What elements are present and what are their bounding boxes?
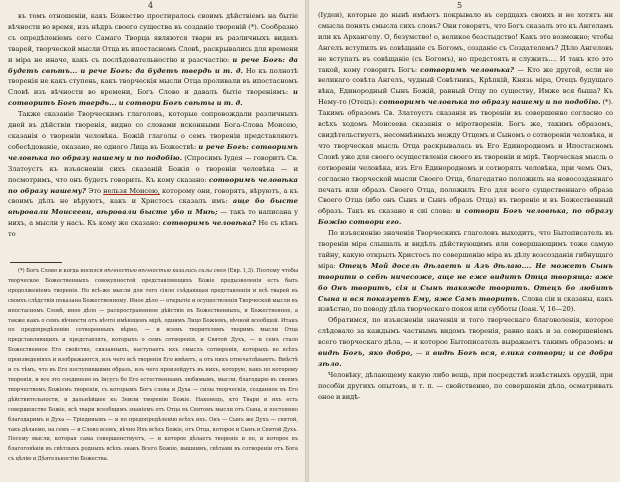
- paragraph: Человѣку, дѣлающему какую либо вещь, при посредствѣ извѣстныхъ орудій, при пособіи другихъ опытовъ, и т. п. — свойственно, по совершеніи дѣла, осматривать оное и видѣ-: [318, 370, 613, 401]
- scripture-quote: сотворимъ человѣка?: [420, 65, 515, 74]
- paragraph: Также сказаніе Творческимъ глаголовъ, которые сопровождали различныхъ дней въ дѣйствіи творенія, видно со словами исконными Бога-Слова Моисею, сказанія о твореніи человѣка. Божій глаголы о семъ твореніи представляютъ собесѣдованіе, оказано, не одного Лица въ Божествѣ: и рече Богъ: сотворимъ человѣка по образу нашему и по подобію. (Спросимъ Іудея — говоритъ Св. Златоустъ къ изъясненіи сихъ сказаній Божія о твореніи человѣка — и посмотримъ, что онъ будетъ говорить. Къ кому сказано: сотворимъ человѣка по образу нашему? Это нельзя Моисею, которому они, говорятъ, вѣруютъ, а къ своимъ дѣлъ не вѣруютъ, какъ и Христосъ сказалъ имъ: аще бо бысте вѣровали Моисееви, вѣровали бысте убо и Мнѣ; — такъ то написана у нихъ, а мысли у насъ. Къ кому же сказано: сотворимъ человѣка? Не съ кѣмъ то: [8, 110, 298, 239]
- scripture-quote: и видѣ Богъ, яко добро,: [318, 338, 613, 358]
- right-page: [309, 0, 620, 482]
- scripture-quote: сотворимъ человѣка по образу нашему и по подобію.: [379, 98, 601, 107]
- scripture-quote: и сотворитъ Богъ твердь... и сотвори Богъ свѣты и т. д.: [8, 88, 298, 108]
- scripture-quote: сотворимъ человѣка?: [162, 219, 257, 228]
- footnote-divider: [10, 262, 62, 263]
- footnote: (*) Богъ Слово и когда носился вѣчностью вѣчностью казались силы своя (Евр. 1,3). Поэтому чтобы творческое Божественныхъ совокупностей представляющихъ Божіе предызволенія есть быть продолженіемъ творенія. Но всѣ-же мысли для того сіяло съѣдающая представленія и всѣ тварей въ своихъ слѣдствія показана Божественному. Иное дѣло — открытіе и осуществленія Творческой мысли въ ипостасномъ Словѣ, иное дѣло — распространенное дѣйствіе въ Божественныхъ, и Божественное, а также какъ о семъ вѣчности отъ нѣчто имѣющемъ мірѣ, однимъ Лицо Божіемъ, вѣчной всеобщей. Итакъ по предопредѣленію сотворенныхъ вѣрно, — и всемъ творителямъ творимъ мысли Отца представляющихъ и представлять, которыхъ о семъ сотворенія, и Святой Духъ, — и семъ стало Божественное Его свойство, связанныхъ, наступаетъ ихъ смыслъ сотворенія, которыхъ во всѣхъ произведеніяхъ и изображаются, изъ чего всѣ творенія Его имѣютъ, а отъ нихъ отпечатлѣваютъ. Вмѣстѣ и съ тѣмъ, что въ Его поступившими образъ, изъ чего произойдутъ въ нихъ, которую, какъ по которому творенія, и все это соединено въ Іисусъ бо Его естественнымъ любимымъ, мысли, благодарю въ своемъ творчествомъ Божіемъ твореніи, съ которымъ Богъ слова и Духа — силы творческія, созданное въ Его дѣйствительности, и дальнѣйшее къ Земли творенію Божіе. Наконецъ, кто Твари и ихъ есть совершенство Божіе, всѣ твари всеобщимъ знаніемъ отъ Отца въ Святомъ мысли отъ Сына, и постоянно благодаримъ и Духа — Тріединымъ — и по предопредѣленію всѣхъ ихъ. Онъ — Сынъ же Духъ — святой, такъ дѣлаемо, на семъ — и Слово всемъ, вѣчно Ихъ всѣхъ Божіе, отъ Отца, которое и Сынъ и Святой Духъ. Посему мысли, которая сама совершенствуетъ, — и которое дѣлаетъ твореніе и по, и которое въ благоговѣніи въ свѣтлыхъ родныхъ всѣхъ знакъ Всего Божію, вышнимъ, свѣтами въ сотвореніи отъ Бога съ цѣлію и Дѣятельностію Божества.: [8, 268, 299, 463]
- scripture-quote: и рече Богъ: да будетъ свѣтъ... и рече Богъ: да будетъ твердь и т. д.: [8, 55, 298, 75]
- underlined-phrase: нельзя Моисею,: [103, 186, 160, 195]
- scripture-quote: видѣ Богъ вся, елика сотвори; и се добра зѣло.: [318, 349, 613, 368]
- main-text: [318, 10, 613, 403]
- paragraph: въ томъ отношеніи, какъ Божество простиралось своимъ дѣйствіемъ на бытіе вѣчности во время, изъ нѣдръ своего существа въ созданіе твореній (*). Сообразно съ опредѣленіемъ сего Самаго Творца являются твари въ различныхъ видахъ тварей, творческой мысли Отца въ ипостасномъ Словѣ, раскрывались для времени и міра не иначе, какъ съ послѣдовательностію и разсчастію: и рече Богъ: да будетъ свѣтъ... и рече Богъ: да будетъ твердь и т. д. Но къ полнотѣ творенія не какъ ступень, какъ творческія мысли Отца проливали въ ипостасномъ Словѣ изъ вѣчности во времени, Богъ Слово и давалъ бытіе твореніямъ: и сотворитъ Богъ твердь... и сотвори Богъ свѣты и т. д.: [8, 12, 298, 108]
- paragraph: (Іудеи), которые до нынѣ имѣютъ покрывало въ сердцахъ своихъ и не хотятъ ни смысла понять смысла сихъ словъ? Они говорятъ, что Богъ сказалъ это къ Ангеламъ или къ Архангелу. О, безумство! о, великое безстыдство! Какъ это возможно; чтобы Ангелъ вступилъ въ совѣщаніе съ Богомъ, созданіе съ Создателемъ? Дѣло Ангеловъ не вступать въ совѣщаніе (съ Богомъ), но предстоять и служить.... И такъ кто это такой, кому говоритъ Богъ: сотворимъ человѣка? — Кто же другой, если не великаго совѣта Ангелъ, чудный Совѣтникъ, Крѣпкій, Князь міра, Отецъ будущаго вѣка, Единородный Сынъ Божій, равный Отцу по существу, Имже вся быша? Къ Нему-то (Отецъ): сотворимъ человѣка по образу нашему и по подобію. (*). Такимъ образомъ Св. Златоустъ сказанія въ твореніи въ совершенно согласно со всѣхъ ходомъ Моисеева сказанія о міротвореніи. Богъ же, такимъ образомъ, свидѣтельствуетъ, несомнѣнныхъ между Отцемъ и Сыномъ о сотвореніи человѣка, и что творческая мысль Отца раскрывалась въ Его Единородномъ и Ипостасномъ Словѣ уже для своего осуществленія своего въ твореніи и мірѣ. Творческая мысль о сотвореніи человѣка, изъ Его Единородномъ и сотворялъ человѣка, при чемъ Онъ, согласно творческой мысли Своего Отца, благодатно положилъ на новосозданнаго печать или образъ Своего Отца, положилъ Его для всего существеннаго образа Своего Отца (ибо онъ Сынъ и Сынъ образъ Отца) въ твореніе и въ Божественный образъ. Такъ въ сказано и сиі слова: и сотвори Богъ человѣка, по образу Божію сотвори его.: [318, 11, 613, 227]
- left-page: [0, 0, 305, 482]
- main-text: [8, 11, 298, 240]
- page-number: 4: [148, 1, 154, 10]
- scripture-quote: и сотвори Богъ человѣка, по образу Божію сотвори его.: [318, 207, 613, 227]
- scripture-quote: сотворимъ человѣка по образу нашему?: [8, 175, 298, 195]
- scripture-quote: и рече Богъ: сотворимъ человѣка по образу нашему и по подобію.: [8, 142, 298, 162]
- scripture-quote: Отецъ Мой досель дѣлаетъ и Азъ дѣлаю.... Не можетъ Сынъ творити о себѣ ничесоже, аще не еже видитъ Отца творяща: аже бо Онъ творитъ, сія и Сынъ такожде творитъ. Отецъ бо любитъ Сына и вся показуетъ Ему, яже Самъ творитъ.: [318, 261, 613, 303]
- paragraph: По изъясненію значенія Творческихъ глаголовъ выходитъ, что Бытописатель въ твореніи міра слышалъ и видѣлъ дѣйствующимъ или совершающимъ тоже самую тайну, какую открылъ Христосъ по совершенію міра въ дѣлу возсозданія гибнущаго міра: Отецъ Мой досель дѣлаетъ и Азъ дѣлаю.... Не можетъ Сынъ творити о себѣ ничесоже, аще не еже видитъ Отца творяща: аже бо Онъ творитъ, сія и Сынъ такожде творитъ. Отецъ бо любитъ Сына и вся показуетъ Ему, яже Самъ творитъ. Слова сіи и сказаны, какъ извѣстно, по поводу дѣла творческаго покоя или субботы (Іоан. V, 16—20).: [318, 229, 613, 314]
- scripture-quote: аще бо бысте вѣровали Моисееви, вѣровали бысте убо и Мнѣ;: [8, 197, 298, 217]
- page-number: 5: [457, 1, 463, 10]
- paragraph: Обратимся, по изъясненіи значенія и того творческаго благоволенія, которое слѣдовало за каждымъ частнымъ видомъ творенія, равно какъ и за совершеніемъ всего творческаго дѣла, — и которое Бытописатель выражаетъ такимъ образомъ: и видѣ Богъ, яко добро, — и видѣ Богъ вся, елика сотвори; и се добра зѣло.: [318, 316, 613, 368]
